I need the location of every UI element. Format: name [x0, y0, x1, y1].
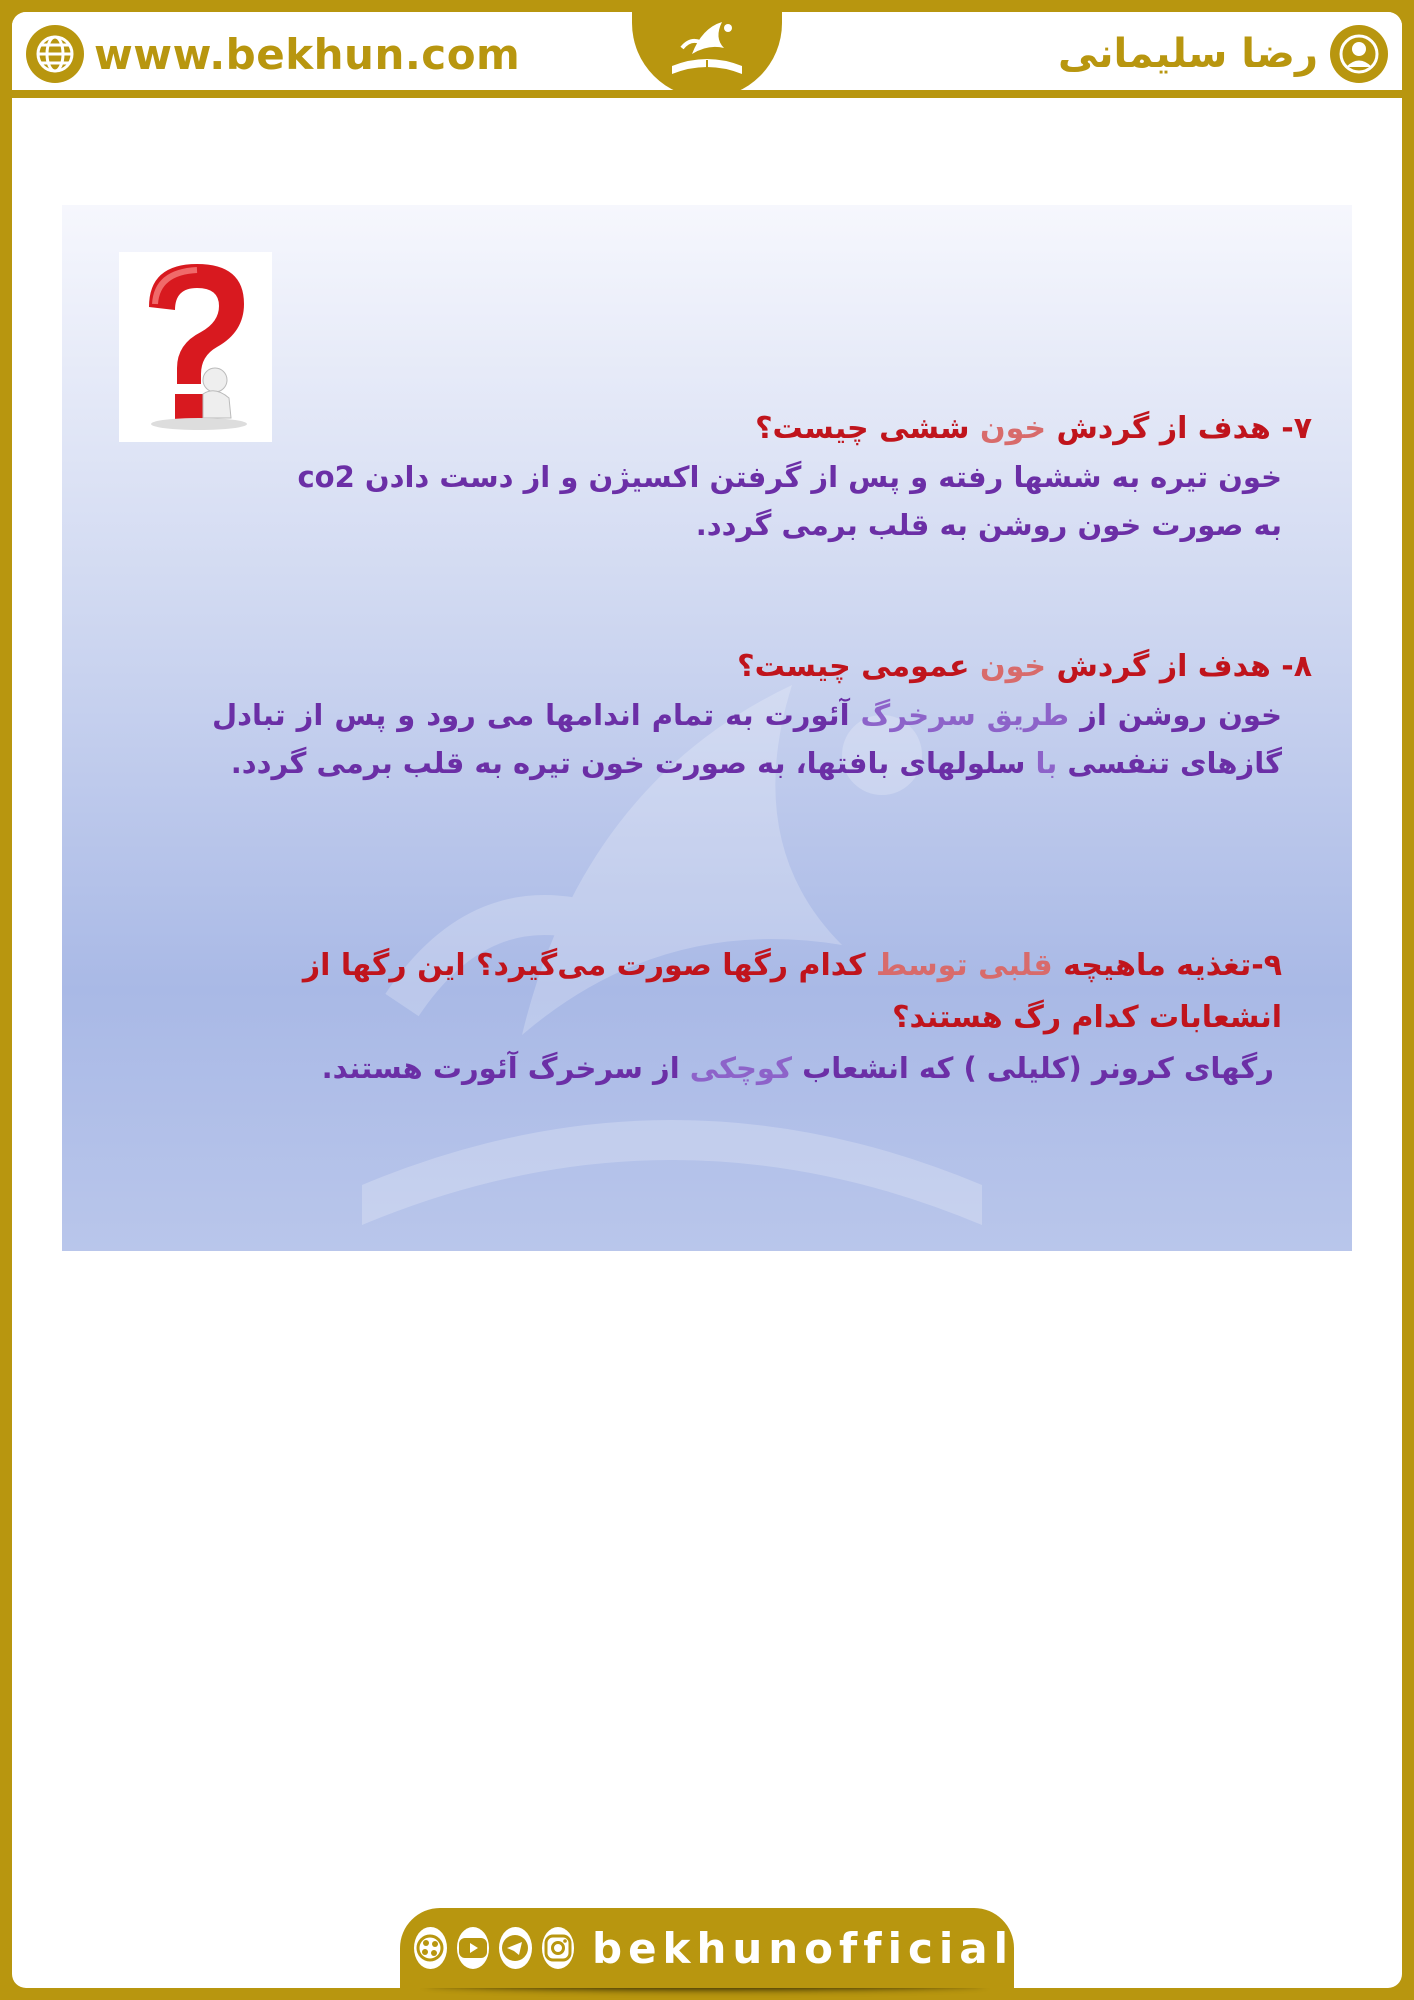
answer-8: [212, 691, 1282, 787]
question-7-title-rest: ششی چیست؟: [755, 411, 970, 446]
user-icon: [1330, 25, 1388, 83]
question-9: [212, 940, 1282, 1092]
social-handle[interactable]: bekhunofficial: [592, 1923, 1015, 1973]
question-8-title-part: ۸- هدف از گردش: [1056, 649, 1312, 684]
instagram-icon[interactable]: [542, 1927, 575, 1969]
answer-9-part-2: از سرخرگ آئورت هستند.: [321, 1051, 680, 1085]
question-9-title: [212, 940, 1282, 1044]
question-8: [212, 643, 1312, 787]
telegram-icon[interactable]: [499, 1927, 532, 1969]
answer-9-part-1: رگهای کرونر (کلیلی ) که انشعاب: [802, 1051, 1274, 1085]
globe-icon: [26, 25, 84, 83]
aparat-icon[interactable]: [414, 1927, 447, 1969]
book-logo-icon: [662, 12, 752, 88]
question-7-title-part: ۷- هدف از گردش: [1056, 411, 1312, 446]
author: [1058, 24, 1388, 84]
answer-8-part-3: سلولهای بافتها، به صورت خون تیره به قلب برمی گردد.: [230, 746, 1026, 780]
question-7: [212, 405, 1312, 549]
answer-8-part-1: خون روشن از: [1080, 698, 1282, 732]
answer-9-light: کوچکی: [689, 1051, 792, 1085]
answer-7-line-1: خون تیره به ششها رفته و پس از گرفتن اکسیژن و از دست دادن co2: [297, 460, 1282, 494]
question-9-title-part-1: ۹-تغذیه ماهیچه: [1063, 948, 1282, 983]
answer-7: [212, 453, 1282, 549]
site-link[interactable]: [26, 24, 520, 84]
answer-8-part-2: آئورت به تمام اندامها می رود و پس از تبادل گازهای تنفسی: [212, 698, 1282, 780]
slide: [62, 205, 1352, 1251]
author-name: رضا سلیمانی: [1058, 31, 1318, 77]
answer-8-light-1: طریق سرخرگ: [860, 698, 1070, 732]
question-8-title-rest: عمومی چیست؟: [737, 649, 970, 684]
question-9-title-highlight: قلبی توسط: [876, 948, 1053, 983]
answer-7-line-2: به صورت خون روشن به قلب برمی گردد.: [695, 508, 1282, 542]
question-7-title-highlight: خون: [979, 411, 1047, 446]
site-url[interactable]: www.bekhun.com: [94, 29, 521, 79]
question-8-title: [212, 643, 1312, 691]
question-9-title-part-2: کدام رگها صورت می‌گیرد؟ این رگها از انشعابات کدام رگ هستند؟: [302, 948, 1282, 1035]
answer-8-light-2: با: [1035, 746, 1058, 780]
footer-social-bar: [400, 1908, 1014, 1988]
brand-logo: [632, 12, 782, 98]
header: [12, 12, 1402, 98]
page: [12, 12, 1402, 1988]
answer-9: [212, 1044, 1274, 1092]
question-8-title-highlight: خون: [979, 649, 1047, 684]
youtube-icon[interactable]: [457, 1927, 490, 1969]
question-7-title: [212, 405, 1312, 453]
